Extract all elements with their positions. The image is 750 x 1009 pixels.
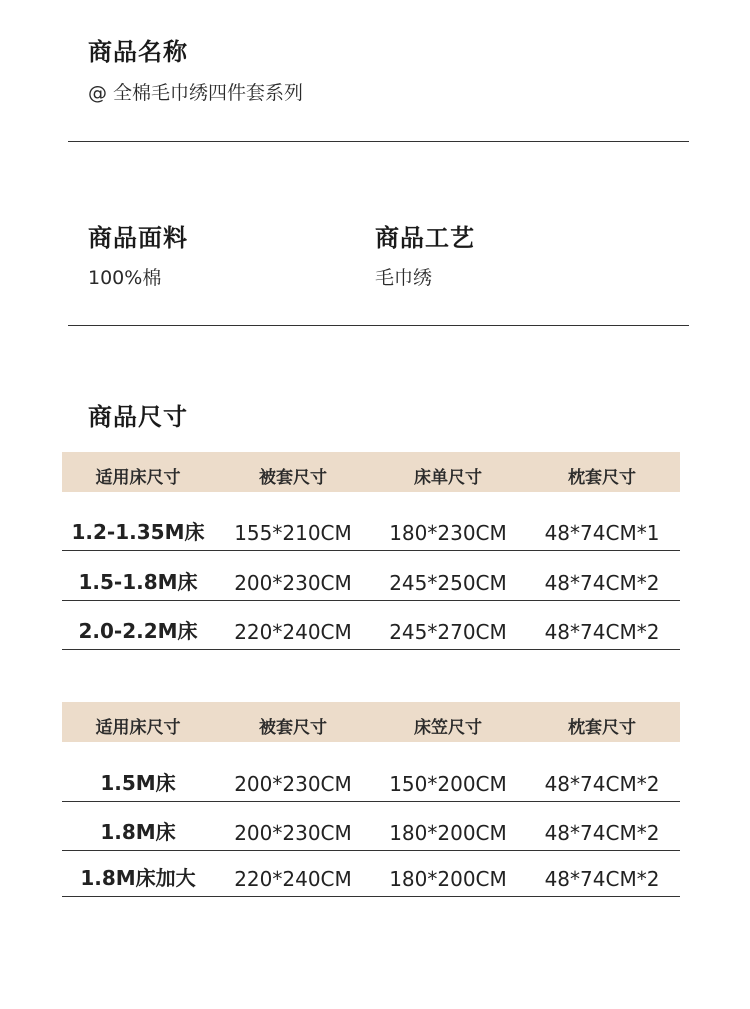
header-cell: 床笠尺寸	[414, 718, 482, 738]
table-cell: 150*200CM	[389, 772, 507, 796]
product-name-heading: 商品名称	[88, 38, 188, 66]
table-cell: 1.8M床	[100, 820, 176, 844]
table-row	[62, 502, 680, 551]
table-cell: 48*74CM*2	[544, 620, 660, 644]
header-cell: 适用床尺寸	[95, 468, 181, 488]
fabric-value: 100%棉	[88, 267, 162, 289]
table-cell: 48*74CM*2	[544, 571, 660, 595]
table-cell: 1.5-1.8M床	[78, 570, 198, 594]
divider	[68, 141, 689, 142]
table-cell: 180*200CM	[389, 867, 507, 891]
table-cell: 245*250CM	[389, 571, 507, 595]
table-cell: 245*270CM	[389, 620, 507, 644]
table-cell: 180*200CM	[389, 821, 507, 845]
table-cell: 1.5M床	[100, 771, 176, 795]
header-cell: 枕套尺寸	[568, 718, 636, 738]
table-row	[62, 552, 680, 601]
craft-value: 毛巾绣	[375, 267, 433, 289]
table-cell: 1.8M床加大	[80, 866, 196, 890]
table-cell: 1.2-1.35M床	[71, 520, 205, 544]
table-cell: 48*74CM*2	[544, 772, 660, 796]
size-heading: 商品尺寸	[88, 403, 188, 431]
header-cell: 被套尺寸	[259, 718, 327, 738]
table-cell: 200*230CM	[234, 821, 352, 845]
table-cell: 200*230CM	[234, 571, 352, 595]
table-row	[62, 601, 680, 650]
header-cell: 被套尺寸	[259, 468, 327, 488]
fabric-heading: 商品面料	[88, 224, 188, 252]
table-cell: 200*230CM	[234, 772, 352, 796]
table-cell: 220*240CM	[234, 867, 352, 891]
table-cell: 48*74CM*2	[544, 821, 660, 845]
table-cell: 2.0-2.2M床	[78, 619, 198, 643]
table-row	[62, 802, 680, 851]
table-cell: 155*210CM	[234, 521, 352, 545]
table-row	[62, 753, 680, 802]
table-cell: 48*74CM*1	[544, 521, 660, 545]
header-cell: 床单尺寸	[414, 468, 482, 488]
table-cell: 180*230CM	[389, 521, 507, 545]
table-row	[62, 848, 680, 897]
product-name-value: @ 全棉毛巾绣四件套系列	[88, 82, 304, 104]
table-header	[62, 702, 680, 742]
table-header	[62, 452, 680, 492]
table-cell: 220*240CM	[234, 620, 352, 644]
header-cell: 枕套尺寸	[568, 468, 636, 488]
divider	[68, 325, 689, 326]
table-cell: 48*74CM*2	[544, 867, 660, 891]
craft-heading: 商品工艺	[375, 224, 475, 252]
header-cell: 适用床尺寸	[95, 718, 181, 738]
